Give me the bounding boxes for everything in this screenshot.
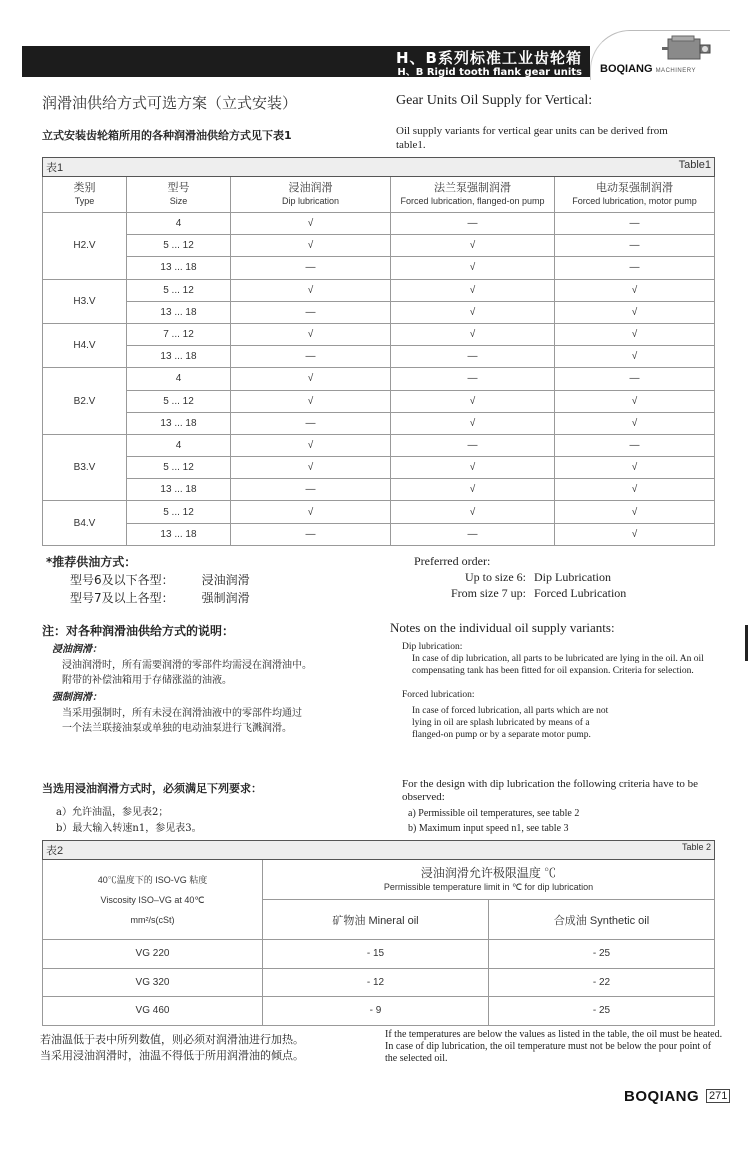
forced-body-en-3: flanged-on pump or by a separate motor pump. — [412, 730, 591, 740]
table2-caption — [43, 841, 715, 860]
gearbox-product-icon — [662, 35, 714, 63]
dip-head-cn: 浸油润滑： — [52, 644, 102, 655]
col-motor-pump: 电动泵强制润滑 Forced lubrication, motor pump — [555, 177, 715, 213]
col-dip: 浸油润滑 Dip lubrication — [231, 177, 391, 213]
table-row: B2.V 4 √ — — — [43, 368, 715, 390]
table-row: 13 ... 18 — √ — — [43, 257, 715, 279]
type-cell: H2.V — [43, 213, 127, 280]
footer-cn-1: 若油温低于表中所列数值，则必须对润滑油进行加热。 — [40, 1033, 304, 1046]
footer-brand: BOQIANG — [624, 1088, 700, 1105]
footer-cn-2: 当采用浸油润滑时，油温不得低于所用润滑油的倾点。 — [40, 1049, 304, 1062]
table-row: 13 ... 18 — √ √ — [43, 301, 715, 323]
preferred-title-en: Preferred order: — [414, 554, 491, 568]
mineral-oil-header: 矿物油 Mineral oil — [263, 900, 489, 940]
section-title-en: Gear Units Oil Supply for Vertical: — [396, 93, 593, 108]
type-cell: H4.V — [43, 323, 127, 367]
table-row: 5 ... 12 √ √ — — [43, 235, 715, 257]
table1-caption-en: Table1 — [678, 159, 711, 171]
preferred-order-en — [414, 553, 634, 601]
table-row: 13 ... 18 — — √ — [43, 523, 715, 545]
viscosity-header: 40℃温度下的 ISO-VG 粘度 Viscosity ISO–VG at 40℃ mm²/s(cSt) — [43, 860, 263, 940]
oil-supply-table — [42, 157, 715, 546]
permissible-temp-header: 浸油润滑允许极限温度 ℃ Permissible temperature limit in ℃ for dip lubrication — [263, 860, 715, 900]
forced-body-en-1: In case of forced lubrication, all parts which are not — [412, 706, 609, 716]
preferred-row: From size 7 up: Forced Lubrication — [451, 586, 627, 600]
header-title-en: H、B Rigid tooth flank gear units — [397, 67, 582, 78]
section-title-cn: 润滑油供给方式可选方案（立式安装） — [42, 94, 298, 112]
type-cell: B4.V — [43, 501, 127, 545]
table-row: VG 460 - 9 - 25 — [43, 997, 715, 1026]
preferred-row: 型号6及以下各型： 浸油润滑 — [70, 573, 250, 587]
temperature-limit-table — [42, 840, 715, 1026]
criteria-title-en: For the design with dip lubrication the following criteria have to be observed: — [402, 778, 699, 803]
footer-note-en — [385, 1029, 725, 1065]
table-row: 13 ... 18 — — √ — [43, 346, 715, 368]
preferred-title-cn: *推荐供油方式： — [46, 555, 137, 569]
col-flange-pump: 法兰泵强制润滑 Forced lubrication, flanged-on pump — [391, 177, 555, 213]
table-row: 5 ... 12 √ √ √ — [43, 390, 715, 412]
table-row: VG 320 - 12 - 22 — [43, 968, 715, 997]
page-number: 271 — [706, 1089, 730, 1103]
dip-body-en: In case of dip lubrication, all parts to be lubricated are lying in the oil. An oil compensating tank has been fitted for oil expansion. Criteria for selection. — [412, 654, 704, 676]
table-row: B3.V 4 √ — — — [43, 434, 715, 456]
table-row: VG 220 - 15 - 25 — [43, 940, 715, 969]
forced-body-cn-1: 当采用强制时，所有未浸在润滑油液中的零部件均通过 — [62, 708, 302, 719]
header-title-cn: H、B系列标准工业齿轮箱 — [396, 49, 582, 67]
table-row: H3.V 5 ... 12 √ √ √ — [43, 279, 715, 301]
header-band — [22, 46, 590, 77]
preferred-row: 型号7及以上各型： 强制润滑 — [70, 591, 250, 605]
notes-title-cn: 注：对各种润滑油供给方式的说明： — [42, 624, 235, 638]
dip-body-cn-2: 附带的补偿油箱用于存储涨溢的油液。 — [62, 675, 232, 686]
notes-title-en: Notes on the individual oil supply variants: — [390, 620, 615, 635]
table2-caption-en: Table 2 — [681, 842, 711, 852]
brand-name: BOQIANG — [600, 63, 653, 75]
forced-head-cn: 强制润滑： — [52, 692, 102, 703]
table-row: 13 ... 18 — √ √ — [43, 412, 715, 434]
type-cell: B2.V — [43, 368, 127, 435]
preferred-order-cn — [46, 553, 250, 607]
criteria-a-cn: a）允许油温，参见表2； — [56, 807, 169, 818]
dip-body-cn-1: 浸油润滑时，所有需要润滑的零部件均需浸在润滑油中。 — [62, 660, 312, 671]
table-row: H4.V 7 ... 12 √ √ √ — [43, 323, 715, 345]
table-row: 13 ... 18 — √ √ — [43, 479, 715, 501]
table2-caption-cn: 表2 — [46, 845, 64, 857]
brand-sub: MACHINERY — [655, 68, 696, 74]
intro-cn: 立式安装齿轮箱所用的各种润滑油供给方式见下表1 — [42, 129, 292, 142]
footer-en-1: If the temperatures are below the values as listed in the table, the oil must be heated. — [385, 1029, 723, 1040]
forced-head-en: Forced lubrication: — [402, 690, 475, 700]
preferred-row: Up to size 6: Dip Lubrication — [465, 570, 611, 584]
footer-note-cn — [40, 1032, 304, 1064]
margin-tab-mark — [745, 625, 748, 661]
col-size: 型号 Size — [127, 177, 231, 213]
synthetic-oil-header: 合成油 Synthetic oil — [489, 900, 715, 940]
forced-body-en-2: lying in oil are splash lubricated by means of a — [412, 718, 590, 728]
criteria-b-en: b) Maximum input speed n1, see table 3 — [408, 823, 569, 834]
table1-caption — [43, 158, 715, 177]
type-cell: B3.V — [43, 434, 127, 501]
criteria-title-cn: 当选用浸油润滑方式时，必须满足下列要求： — [42, 782, 262, 795]
col-type: 类别 Type — [43, 177, 127, 213]
intro-en: Oil supply variants for vertical gear units can be derived from table1. — [396, 125, 668, 151]
table-row: 5 ... 12 √ √ √ — [43, 457, 715, 479]
table1-header-row — [43, 177, 715, 213]
footer-en-2: In case of dip lubrication, the oil temperature must not be below the pour point of the selected oil. — [385, 1041, 712, 1064]
table-row: B4.V 5 ... 12 √ √ √ — [43, 501, 715, 523]
forced-body-cn-2: 一个法兰联接油泵或单独的电动油泵进行飞溅润滑。 — [62, 723, 292, 734]
table1-caption-cn: 表1 — [46, 162, 64, 174]
header-brand — [600, 63, 696, 75]
type-cell: H3.V — [43, 279, 127, 323]
table-row: H2.V 4 √ — — — [43, 213, 715, 235]
criteria-b-cn: b）最大输入转速n1，参见表3。 — [56, 823, 202, 834]
criteria-a-en: a) Permissible oil temperatures, see table 2 — [408, 808, 580, 819]
dip-head-en: Dip lubrication: — [402, 642, 463, 652]
